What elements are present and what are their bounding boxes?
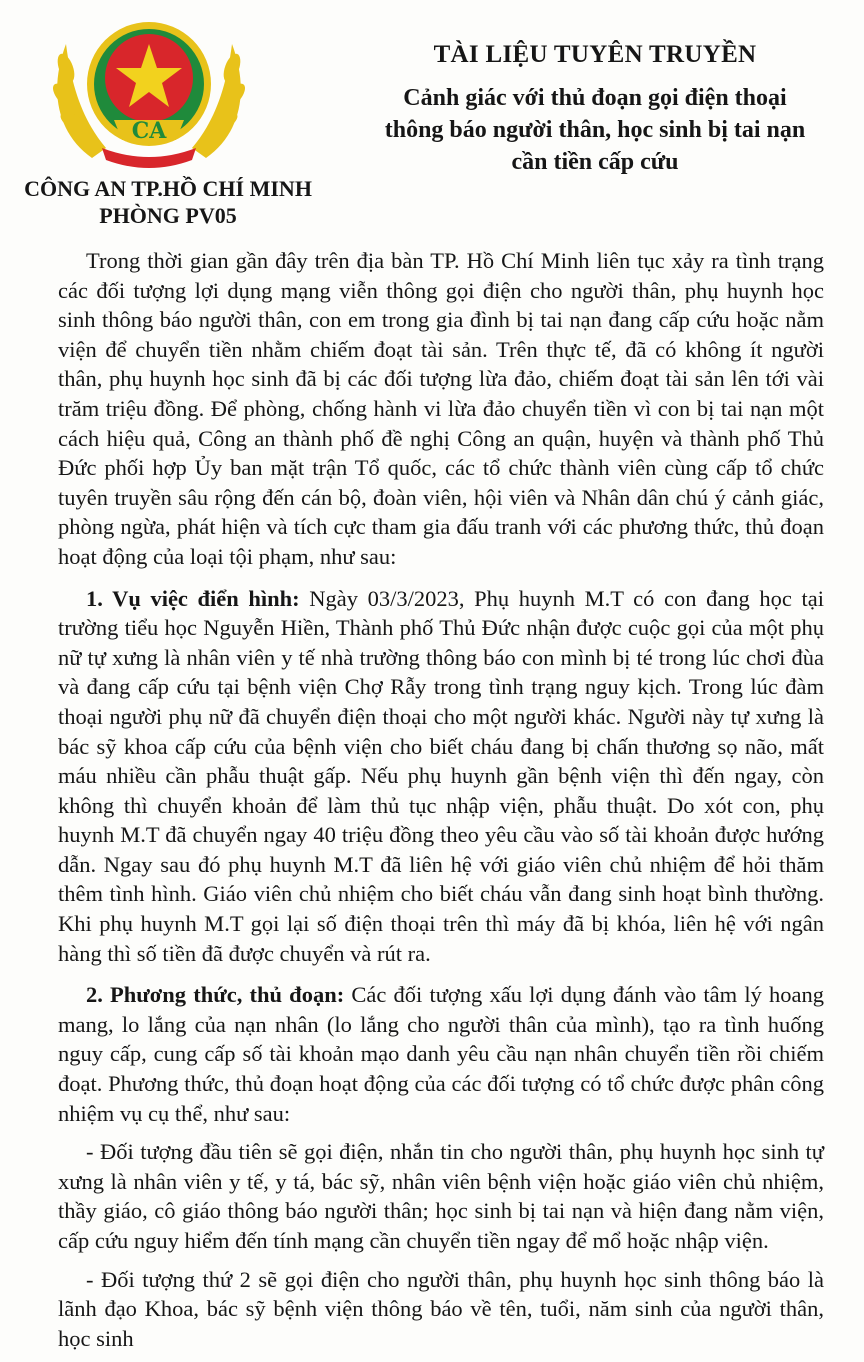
issuing-agency	[0, 175, 336, 229]
document-title	[330, 82, 860, 178]
section-text: Ngày 03/3/2023, Phụ huynh M.T có con đang học tại trường tiểu học Nguyễn Hiền, Thành phố Thủ Đức nhận được cuộc gọi của một phụ nữ tự xưng là nhân viên y tế nhà trường thông báo con mình bị té trong lúc chơi đùa và đang cấp cứu tại bệnh viện Chợ Rẫy trong tình trạng nguy kịch. Trong lúc đàm thoại người phụ nữ đã chuyển điện thoại cho một người khác. Người này tự xưng là bác sỹ khoa cấp cứu của bệnh viện cho biết cháu đang bị chấn thương sọ não, mất máu nhiều cần phẫu thuật gấp. Nếu phụ huynh gần bệnh viện thì đến ngay, còn không thì chuyển khoản để làm thủ tục nhập viện, phẫu thuật. Do xót con, phụ huynh M.T đã chuyển ngay 40 triệu đồng theo yêu cầu vào số tài khoản được hướng dẫn. Ngay sau đó phụ huynh M.T đã liên hệ với giáo viên chủ nhiệm để hỏi thăm thêm tình hình. Giáo viên chủ nhiệm cho biết cháu vẫn đang sinh hoạt bình thường. Khi phụ huynh M.T gọi lại số điện thoại trên thì máy đã bị khóa, liên hệ với ngân hàng thì số tiền đã được chuyển và rút ra.	[58, 585, 824, 966]
agency-department: PHÒNG PV05	[99, 203, 237, 228]
svg-text:CA: CA	[131, 118, 167, 144]
document-body	[58, 246, 824, 1362]
title-line-2: thông báo người thân, học sinh bị tai nạn	[384, 117, 806, 143]
section-heading: 2. Phương thức, thủ đoạn:	[86, 982, 345, 1008]
section-methods	[58, 980, 824, 1128]
section-text: Các đối tượng xấu lợi dụng đánh vào tâm lý hoang mang, lo lắng của nạn nhân (lo lắng cho người thân của mình), tạo ra tình huống nguy cấp, cung cấp số tài khoản mạo danh yêu cầu nạn nhân chuyển tiền rồi chiếm đoạt. Phương thức, thủ đoạn hoạt động của các đối tượng có tổ chức được phân công nhiệm vụ cụ thể, như sau:	[58, 982, 824, 1126]
bullet-paragraph: - Đối tượng thứ 2 sẽ gọi điện cho người thân, phụ huynh học sinh thông báo là lãnh đạo Khoa, bác sỹ bệnh viện thông báo về tên, tuổi, năm sinh của người thân, học sinh	[58, 1266, 824, 1351]
bullet-paragraph: - Đối tượng đầu tiên sẽ gọi điện, nhắn tin cho người thân, phụ huynh học sinh tự xưng là nhân viên y tế, y tá, bác sỹ, nhân viên bệnh viện hoặc giáo viên chủ nhiệm, thầy giáo, cô giáo thông báo người thân; học sinh bị tai nạn và hiện đang nằm viện, cấp cứu nguy hiểm đến tính mạng cần chuyển tiền ngay để mổ hoặc nhập viện.	[58, 1139, 824, 1253]
section-heading: 1. Vụ việc điển hình:	[86, 585, 300, 611]
agency-name: CÔNG AN TP.HỒ CHÍ MINH	[24, 176, 312, 201]
title-line-3: cần tiền cấp cứu	[511, 149, 679, 175]
section-typical-case	[58, 584, 824, 969]
police-emblem-icon	[44, 8, 254, 176]
document-heading	[330, 38, 860, 178]
document-type: TÀI LIỆU TUYÊN TRUYỀN	[433, 41, 757, 68]
intro-paragraph: Trong thời gian gần đây trên địa bàn TP. Hồ Chí Minh liên tục xảy ra tình trạng các đối tượng lợi dụng mạng viễn thông gọi điện cho người thân, phụ huynh học sinh thông báo người thân, con em trong gia đình bị tai nạn đang cấp cứu hoặc nằm viện để chuyển tiền nhằm chiếm đoạt tài sản. Trên thực tế, đã có không ít người thân, phụ huynh học sinh đã bị các đối tượng lừa đảo, chiếm đoạt tài sản lên tới vài trăm triệu đồng. Để phòng, chống hành vi lừa đảo chuyển tiền vì con bị tai nạn một cách hiệu quả, Công an thành phố đề nghị Công an quận, huyện và thành phố Thủ Đức phối hợp Ủy ban mặt trận Tổ quốc, các tổ chức thành viên cùng cấp tổ chức tuyên truyền sâu rộng đến cán bộ, đoàn viên, hội viên và Nhân dân chú ý cảnh giác, phòng ngừa, phát hiện và tích cực tham gia đấu tranh với các phương thức, thủ đoạn hoạt động của loại tội phạm, như sau:	[58, 248, 824, 569]
title-line-1: Cảnh giác với thủ đoạn gọi điện thoại	[403, 85, 787, 111]
